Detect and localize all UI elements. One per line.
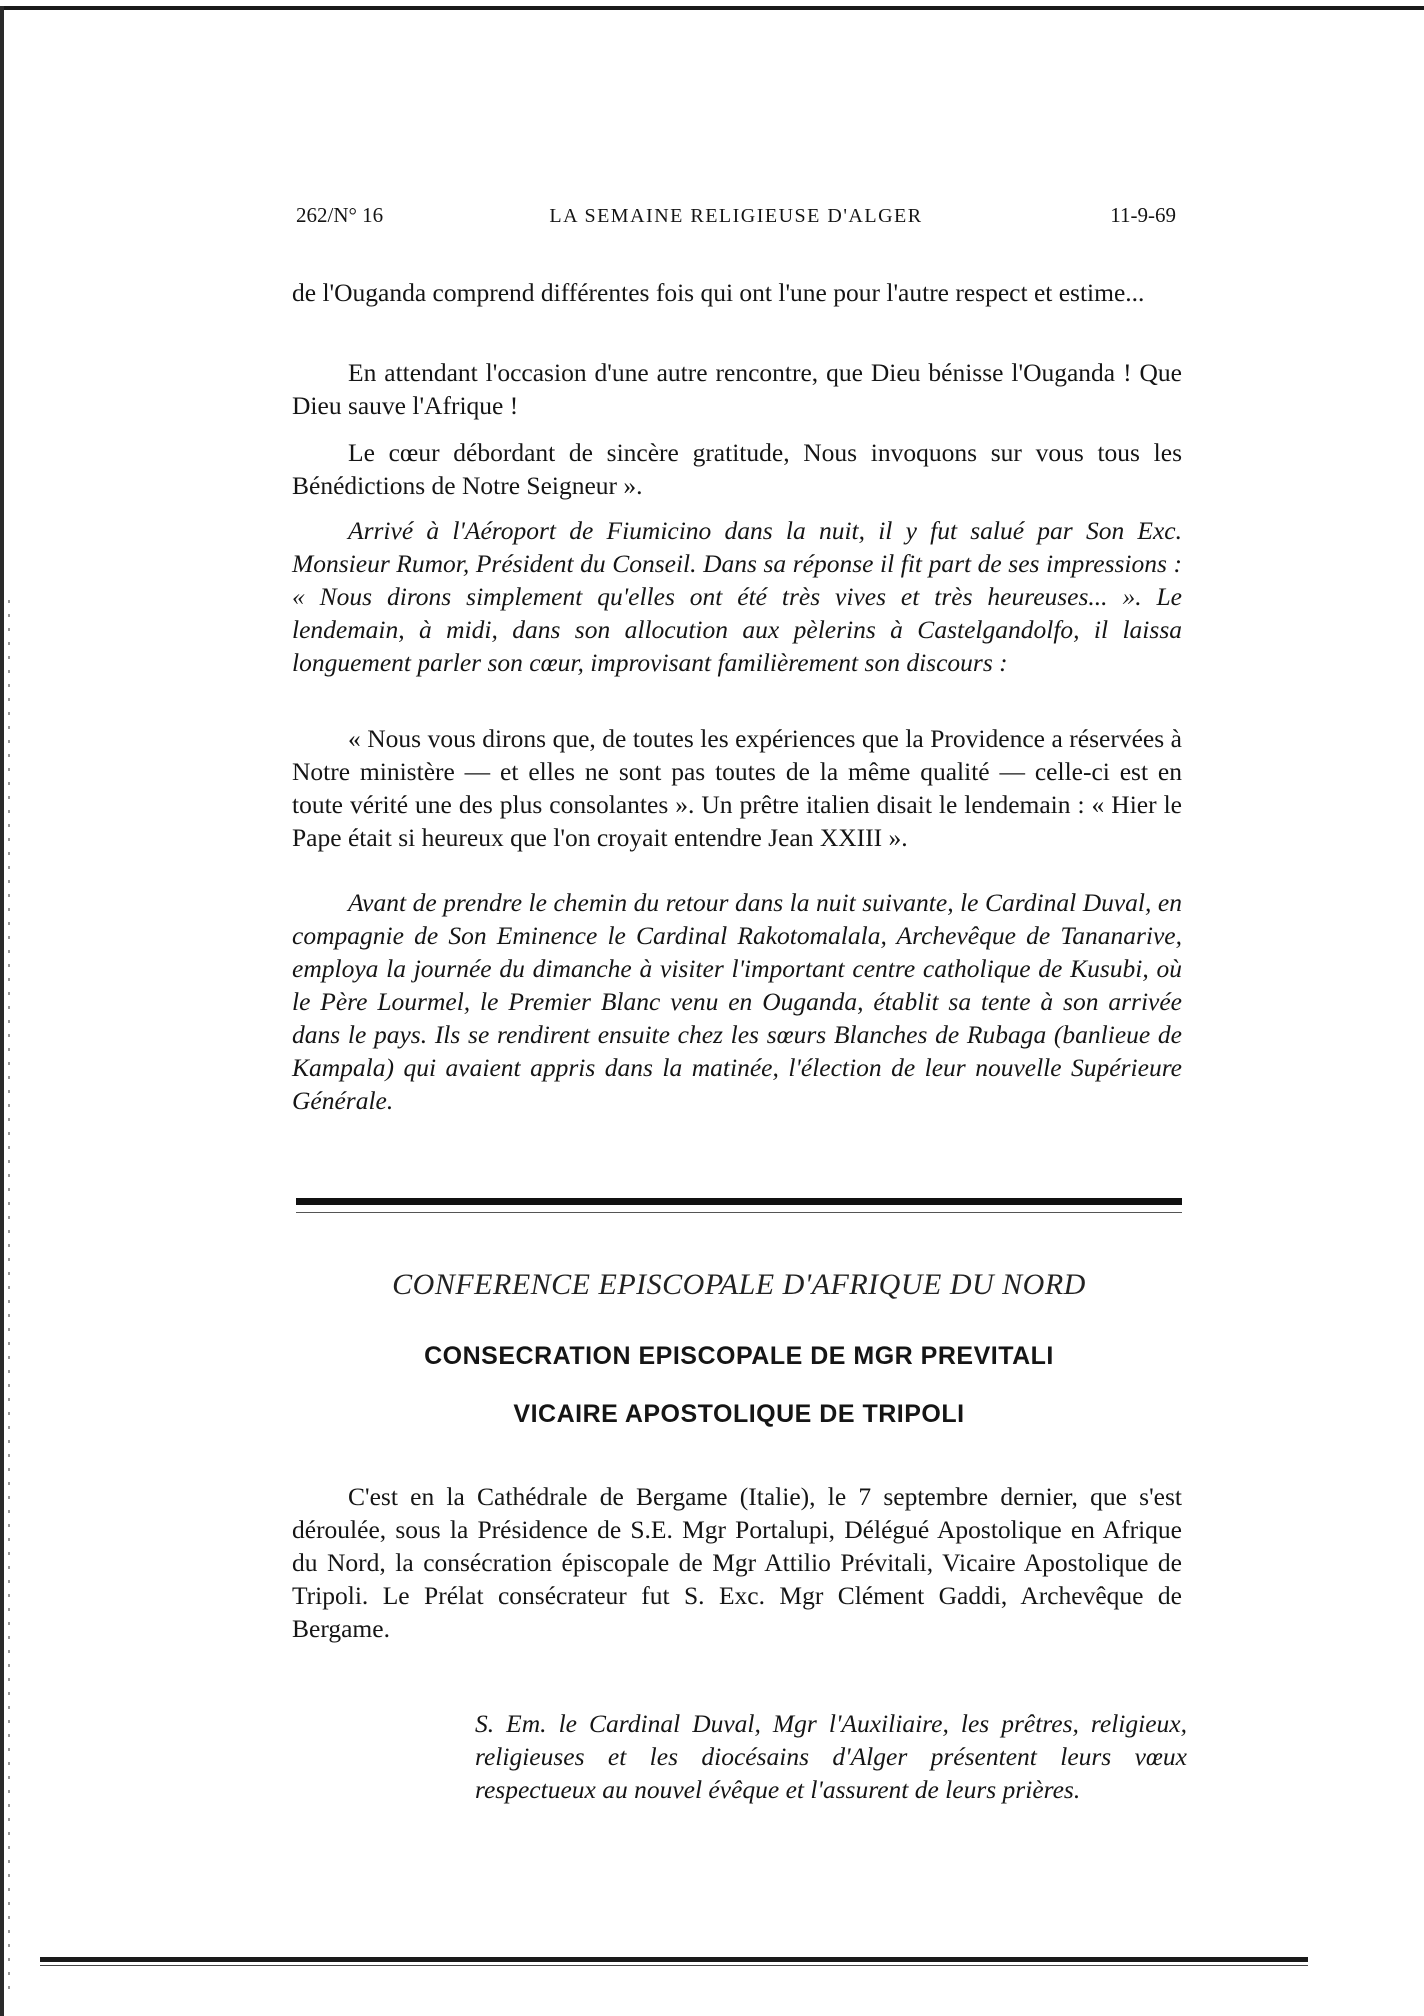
running-header bbox=[296, 203, 1176, 233]
section-divider-thin bbox=[296, 1212, 1182, 1213]
article-subtitle: VICAIRE APOSTOLIQUE DE TRIPOLI bbox=[513, 1400, 965, 1428]
issue-date: 11-9-69 bbox=[1110, 203, 1176, 227]
paragraph-quote bbox=[292, 722, 1182, 854]
page-border-bottom bbox=[40, 1957, 1308, 1962]
page-border-top bbox=[0, 6, 1424, 10]
closing-note: S. Em. le Cardinal Duval, Mgr l'Auxiliaire, les prêtres, religieux, religieuses et les diocésains d'Alger présentent leurs vœux respectueux au nouvel évêque et l'assurent de leurs prières. bbox=[475, 1709, 1187, 1804]
paragraph-fiumicino bbox=[292, 514, 1182, 679]
paragraph-gratitude bbox=[292, 436, 1182, 502]
paragraph: Avant de prendre le chemin du retour dans la nuit suivante, le Cardinal Duval, en compagnie de Son Eminence le Cardinal Rakotomalala, Archevêque de Tananarive, employa la journée du dimanche à visiter l'important centre catholique de Kusubi, où le Père Lourmel, le Premier Blanc venu en Ouganda, établit sa tente à son arrivée dans le pays. Ils se rendirent ensuite chez les sœurs Blanches de Rubaga (banlieue de Kampala) qui avaient appris dans la matinée, l'élection de leur nouvelle Supérieure Générale. bbox=[292, 888, 1182, 1115]
paragraph: Arrivé à l'Aéroport de Fiumicino dans la nuit, il y fut salué par Son Exc. Monsieur Rumor, Président du Conseil. Dans sa réponse il fit part de ses impressions : « Nous dirons simplement qu'elles ont été très vives et très heureuses... ». Le lendemain, à midi, dans son allocution aux pèlerins à Castelgandolfo, il laissa longuement parler son cœur, improvisant familièrement son discours : bbox=[292, 516, 1182, 677]
conference-heading: CONFERENCE EPISCOPALE D'AFRIQUE DU NORD bbox=[392, 1268, 1086, 1301]
paragraph-blessing bbox=[292, 356, 1182, 422]
article-body bbox=[292, 1480, 1182, 1645]
section-divider bbox=[296, 1198, 1182, 1205]
scan-edge-marks bbox=[8, 600, 10, 2000]
journal-title: LA SEMAINE RELIGIEUSE D'ALGER bbox=[549, 205, 923, 227]
article-title: CONSECRATION EPISCOPALE DE MGR PREVITALI bbox=[424, 1342, 1054, 1370]
paragraph-continuation bbox=[292, 276, 1182, 309]
paragraph: Le cœur débordant de sincère gratitude, Nous invoquons sur vous tous les Bénédictions de Notre Seigneur ». bbox=[292, 438, 1182, 500]
paragraph: « Nous vous dirons que, de toutes les expériences que la Providence a réservées à Notre ministère — et elles ne sont pas toutes de la même qualité — celle-ci est en toute vérité une des plus consolantes ». Un prêtre italien disait le lendemain : « Hier le Pape était si heureux que l'on croyait entendre Jean XXIII ». bbox=[292, 724, 1182, 852]
paragraph: de l'Ouganda comprend différentes fois qui ont l'une pour l'autre respect et estime... bbox=[292, 278, 1145, 307]
paragraph: C'est en la Cathédrale de Bergame (Italie), le 7 septembre dernier, que s'est déroulée, sous la Présidence de S.E. Mgr Portalupi, Délégué Apostolique en Afrique du Nord, la consécration épiscopale de Mgr Attilio Prévitali, Vicaire Apostolique de Tripoli. Le Prélat consécrateur fut S. Exc. Mgr Clément Gaddi, Archevêque de Bergame. bbox=[292, 1482, 1182, 1643]
page-border-bottom-thin bbox=[40, 1965, 1308, 1966]
paragraph: En attendant l'occasion d'une autre rencontre, que Dieu bénisse l'Ouganda ! Que Dieu sauve l'Afrique ! bbox=[292, 358, 1182, 420]
page-number: 262/N° 16 bbox=[296, 203, 384, 227]
page-border-left bbox=[0, 6, 4, 2016]
paragraph-return bbox=[292, 886, 1182, 1117]
